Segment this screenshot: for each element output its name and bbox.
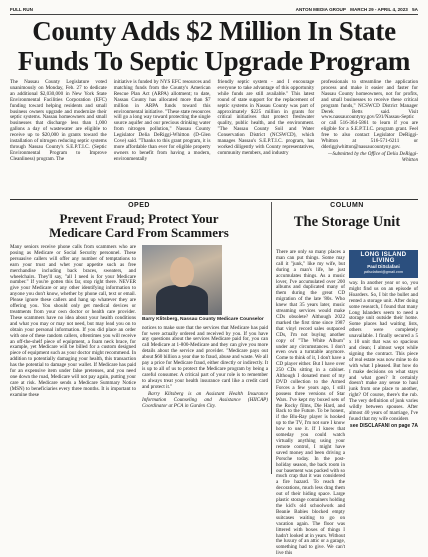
main-headline [10, 16, 418, 76]
oped-column-2: Barry Klitsberg, Nassau County Medicare Counselor notices to make sure that the services that Medicare has paid for were actually ordered and received by you. If you have any questions about the services Medicare paid for, you can call Medicare at 1-800-Medicare and they can give you more details about the service and provider. "Medicare pays out about $60 billion a year due to fraud, abuse and waste. We all pay a price for Medicare fraud, either directly or indirectly. It is up to all of us to protect the Medicare program by being a careful consumer. A critical part of your role is to remember to always treat your health insurance card like a credit card and protect it." Barry Klitsberg is an Assistant Health Insurance Information Counseling and Assistance (HIICAP) Coordinator at PCA in Garden City. [142, 245, 268, 474]
headline-line-1: County Adds $2 Million In State [32, 16, 396, 46]
section-divider [10, 199, 418, 200]
continued-jump-line: see DISCLAFANI on page 7A [349, 422, 418, 429]
oped-section-label: OPED [128, 202, 150, 209]
oped-headline: Prevent Fraud; Protect Your Medicare Card From Scammers [49, 211, 229, 240]
vertical-divider [271, 202, 272, 474]
photo-caption: Barry Klitsberg, Nassau County Medicare Counselor [142, 317, 264, 322]
headline-line-2: Funds To Septic Upgrade Program [17, 46, 411, 76]
article-column-4: professionals to streamline the application process and make it easier and faster for Nassau County homeowners, not for profits, and small businesses to receive these critical program funds," NCSWCD District Manager Derek Betts said. Visit www.nassaucountyny.gov/591/Nassau-Septic or call 516-364-5861 to learn if you are eligible for a S.E.P.T.I.C. program grant. Feel free to also contact Legislator DeRiggi-Whitton at 516-571-6211 or dderiggiwhitton@nassaucountyny.gov. —Submitted by the Office of Delia DeRiggi-Whitton [321, 79, 418, 163]
header-run-label: FULL RUN [10, 6, 33, 12]
article-credit: —Submitted by the Office of Delia DeRiggi-Whitton [328, 151, 418, 163]
column-logo: LONG ISLAND LIVING Paul DiSclafani pdisclafani@gmail.com [349, 250, 418, 278]
page-header [10, 4, 418, 15]
column-section-label: COLUMN [330, 202, 364, 209]
septic-article [10, 80, 418, 198]
header-paper: ANTON MEDIA GROUP [295, 6, 346, 12]
article-column-2: initiative is funded by NYS EFC resources and matching funds from the County's American Rescue Plan Act (ARPA) allotment; to date, Nassau County has allocated more than $7 million in ARPA funds toward this environmental initiative. "These state resources will go a long way toward protecting the single source aquifer and our precious drinking water from nitrogen pollution," Nassau County Legislator Delia DeRiggi-Whitton (D-Glen Cove) said. "Thanks to this grant program, it is more affordable than ever for eligible property owners to benefit from having a modern, environmentally [113, 79, 211, 162]
article-column-3: friendly septic system - and I encourage everyone to take advantage of this opportunity while funds are still available." This latest round of state support for the replacement of septic systems in Nassau County was part of approximately $225 million in grants for critical initiatives that protect freshwater quality, public health, and the environment. "The Nassau County Soil and Water Conservation District (NCSWCD), which manages Nassau's S.E.P.T.I.C. program, has worked diligently with County representatives, community members, and industry [217, 79, 315, 156]
header-dates: MARCH 29 - APRIL 4, 2023 [350, 6, 408, 12]
article-column-1: The Nassau County Legislature voted unanimously on Monday, Feb. 27 to dedicate an additional $2,030,000 in New York State Environmental Facilities Corporation (EFC) funding toward helping residents and small business owners upgrade and modernize their septic systems. Nassau homeowners and small businesses that discharge less than 1,000 gallons a day of wastewater are eligible to receive up to $20,000 in grants toward the installation of nitrogen reducing septic systems through Nassau County's S.E.P.T.I.C. (Septic Environmental Program to Improve Cleanliness) program. The [10, 79, 107, 162]
header-meta [293, 7, 418, 12]
oped-column-1: Many seniors receive phone calls from scammers who are posing as Medicare or Social Security personnel. These persuasive callers will offer any number of temptations to earn your trust and whet your appetite such as free merchandise including back braces, sweaters, and wheelchairs. They'll say, "all I need is for your Medicare number." If you're gotten this far, stop right there. NEVER give your Medicare or any other identifying information to anyone you don't know, whether by phone call, text or email. Please ignore these callers and hang up whatever they are offering you. You should only get medical devices or treatments from your own doctor or health care provider. These scammers have no idea about your health conditions and what you may or may not need, but may lead you on to obtain your personal information. If you did place an order with one of these random callers, oftentimes you will receive an off-the-shelf piece of equipment, a foam neck brace, for example, yet Medicare will be billed for a custom designed piece of equipment such as your doctor might recommend. In addition to potentially damaging your health, this transaction has the potential to damage your wallet. If Medicare has paid for an expensive item under false pretenses, and you need one down the road, Medicare will not pay again, putting your care at risk. Medicare sends a Medicare Summary Notice (MSN) to beneficiaries every three months. It is important to examine these [10, 244, 136, 398]
column-headline: The Storage Unit [293, 214, 401, 230]
header-page-number: 5A [412, 6, 418, 12]
column-column-2: LONG ISLAND LIVING Paul DiSclafani pdisclafani@gmail.com way. In another year or so, you might find us on an episode of Hoarders. So, I bit the bullet and rented a storage unit. After doing some research, I found that many Long Islanders seem to need a storage unit outside their home. Some places had waiting lists, others were completely unavailable. I finally secured a 5 x 10 unit that was so spacious and clean; I almost wept while signing the contract. This piece of real estate was now mine to do with what I pleased. But how do I make decisions on what stays and what goes? It certainly doesn't make any sense to haul junk from one place to another, right? Of course, there's the rub. The very definition of junk varies wildly between spouses. After almost 40 years of marriage, I've found that my wife considers see DISCLAFANI on page 7A [349, 251, 418, 429]
oped-credit: Barry Klitsberg is an Assistant Health Insurance Information Counseling and Assistance (HIICAP) Coordinator at PCA in Garden City. [142, 390, 268, 409]
column-article [276, 249, 418, 557]
column-column-1: There are only so many places a man can put things. Some may call it "junk," like my wife, but during a man's life, he just accumulates things. As a music lover, I've accumulated over 200 albums and duplicated many of them during the great CD migration of the late '80s. Who knew that 35 years later, music streaming services would make CDs obsolete? Although 2022 marked the first time since 1987 that vinyl record sales outpaced CDs, I'm not buying another copy of "The White Album" under any circumstances. I don't even own a turntable anymore. Come to think of it, I don't have a CD player either. But I have over 250 CDs sitting in a cabinet. Although I donated most of my DVD collection to the Armed Forces a few years ago, I still possess three versions of Star Wars. I've kept my boxed sets of the Rocky films, Die Hard, and Back to the Future. To be honest, if the Blu-Ray player is hooked up to the TV, I'm not sure I know how to use it. If I knew that someday you could watch virtually anything using your remote control, I might have saved money and been driving a Porsche today. In the post-holiday season, the back room in our basement was packed with so much crap that it was considered a fire hazard. To reach the decorations, much less drag them out of their hiding space. Large plastic storage containers holding the kid's old schoolwork and Beanie Babies blocked empty suitcases waiting to go on vacation again. The floor was littered with boxes of things I hadn't looked at in years. Without the luxury of an attic or a garage, something had to give. We can't live this [276, 249, 345, 557]
author-photo [142, 245, 222, 315]
oped-article [10, 245, 268, 474]
